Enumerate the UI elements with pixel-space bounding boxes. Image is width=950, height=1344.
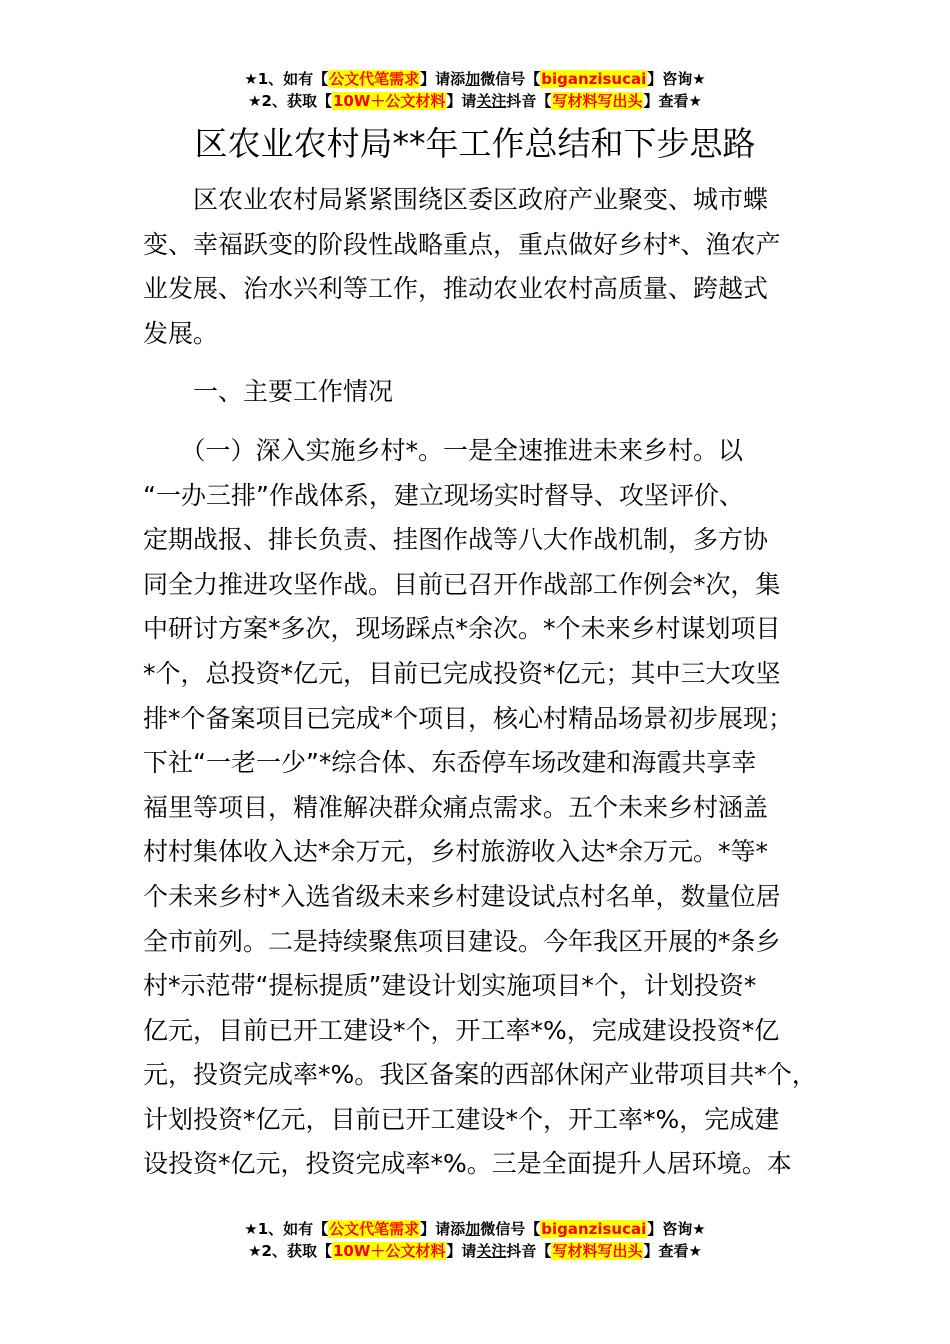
body-line: *个，总投资*亿元，目前已完成投资*亿元；其中三大攻坚 (143, 658, 781, 688)
body-line: 变、幸福跃变的阶段性战略重点，重点做好乡村*、渔农产 (143, 229, 781, 259)
promo-text: 】请添 (420, 70, 466, 88)
promo-text: ★2、获取【 (248, 92, 332, 110)
promo-text: 微信号【 (480, 70, 541, 88)
promo-underlined: 加 (465, 70, 481, 88)
promo-highlight: 写材料写出头 (552, 1242, 643, 1260)
promo-underlined: 关注 (476, 92, 507, 110)
document-body (143, 178, 833, 1187)
promo-text: ★1、如有【 (244, 1220, 329, 1238)
promo-highlight: 10W＋公文材料 (332, 92, 446, 110)
promo-text: ★2、获取【 (248, 1242, 332, 1260)
promo-highlight: biganzisucai (541, 1220, 647, 1238)
body-line: （一）深入实施乡村*。一是全速推进未来乡村。以 (143, 435, 744, 465)
promo-text: 】咨询★ (647, 1220, 706, 1238)
promo-text: 】咨询★ (647, 70, 706, 88)
body-line: 设投资*亿元，投资完成率*%。三是全面提升人居环境。本 (143, 1149, 792, 1179)
body-line: 排*个备案项目已完成*个项目，核心村精品场景初步展现； (143, 703, 794, 733)
header-promo-banner (0, 68, 950, 112)
promo-text: 】请 (446, 92, 477, 110)
body-line: 福里等项目，精准解决群众痛点需求。五个未来乡村涵盖 (143, 792, 769, 822)
document-title: 区农业农村局**年工作总结和下步思路 (194, 124, 756, 163)
footer-promo-banner (0, 1218, 950, 1262)
promo-highlight: 公文代笔需求 (329, 70, 420, 88)
body-line: 下社“一老一少”*综合体、东岙停车场改建和海霞共享幸 (143, 748, 757, 778)
promo-underlined: 加 (465, 1220, 481, 1238)
promo-text: 】查看★ (643, 1242, 702, 1260)
body-line: 元，投资完成率*%。我区备案的西部休闲产业带项目共*个， (143, 1060, 817, 1090)
body-line: “一办三排”作战体系，建立现场实时督导、攻坚评价、 (143, 480, 744, 510)
body-line: 个未来乡村*入选省级未来乡村建设试点村名单，数量位居 (143, 881, 781, 911)
body-line: 同全力推进攻坚作战。目前已召开作战部工作例会*次，集 (143, 569, 781, 599)
body-line: 区农业农村局紧紧围绕区委区政府产业聚变、城市蝶 (143, 185, 769, 214)
section-heading: 一、主要工作情况 (143, 377, 394, 407)
body-line: 亿元，目前已开工建设*个，开工率*%，完成建设投资*亿 (143, 1015, 780, 1045)
promo-text: 】请 (446, 1242, 477, 1260)
promo-line-2 (0, 90, 950, 112)
promo-text: 】查看★ (643, 92, 702, 110)
promo-line-1 (0, 68, 950, 90)
promo-highlight: biganzisucai (541, 70, 647, 88)
promo-line-2 (0, 1240, 950, 1262)
body-line: 村村集体收入达*余万元，乡村旅游收入达*余万元。*等* (143, 837, 769, 867)
promo-text: ★1、如有【 (244, 70, 329, 88)
promo-line-1 (0, 1218, 950, 1240)
promo-underlined: 关注 (476, 1242, 507, 1260)
body-line: 中研讨方案*多次，现场踩点*余次。*个未来乡村谋划项目 (143, 614, 781, 644)
body-line: 业发展、治水兴利等工作，推动农业农村高质量、跨越式 (143, 274, 769, 304)
body-line: 发展。 (143, 318, 219, 348)
promo-text: 】请添 (420, 1220, 466, 1238)
promo-highlight: 公文代笔需求 (329, 1220, 420, 1238)
body-line: 全市前列。二是持续聚焦项目建设。今年我区开展的*条乡 (143, 926, 781, 956)
body-line: 定期战报、排长负责、挂图作战等八大作战机制，多方协 (143, 525, 769, 555)
promo-text: 抖音【 (506, 1242, 552, 1260)
promo-text: 抖音【 (506, 92, 552, 110)
promo-highlight: 写材料写出头 (552, 92, 643, 110)
promo-highlight: 10W＋公文材料 (332, 1242, 446, 1260)
body-line: 计划投资*亿元，目前已开工建设*个，开工率*%，完成建 (143, 1104, 780, 1134)
promo-text: 微信号【 (480, 1220, 541, 1238)
body-line: 村*示范带“提标提质”建设计划实施项目*个，计划投资* (143, 971, 757, 1001)
